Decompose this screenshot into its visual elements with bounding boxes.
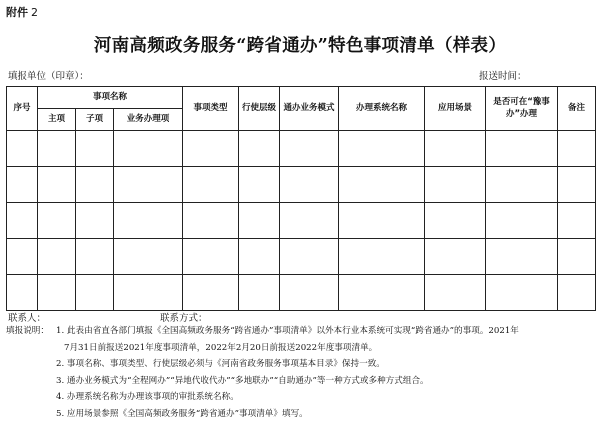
table-cell bbox=[425, 203, 486, 239]
header-scenario: 应用场景 bbox=[425, 87, 486, 131]
header-exercise-level: 行使层级 bbox=[239, 87, 280, 131]
table-cell bbox=[239, 239, 280, 275]
table-cell bbox=[339, 239, 425, 275]
table-cell bbox=[183, 239, 239, 275]
table-cell bbox=[339, 275, 425, 311]
note-line-4 bbox=[6, 389, 596, 406]
table-cell bbox=[38, 131, 76, 167]
attachment-text: 附件 bbox=[6, 6, 28, 19]
table-cell bbox=[280, 203, 339, 239]
note-5-text: 5. 应用场景参照《全国高频政务服务“跨省通办”事项清单》填写。 bbox=[56, 408, 308, 419]
table-cell bbox=[486, 239, 558, 275]
note-4-text: 4. 办理系统名称为办理该事项的审批系统名称。 bbox=[56, 392, 239, 403]
table-cell bbox=[486, 275, 558, 311]
table-cell bbox=[486, 131, 558, 167]
table-row bbox=[7, 203, 596, 239]
table-cell bbox=[558, 131, 596, 167]
note-1-text: 1. 此表由省直各部门填报《全国高频政务服务“跨省通办”事项清单》以外本行业本系统可实现“跨省通办”的事项。2021年 bbox=[56, 326, 519, 336]
header-mode: 通办业务模式 bbox=[280, 87, 339, 131]
header-remark: 备注 bbox=[558, 87, 596, 131]
contact-person-label: 联系人： bbox=[8, 313, 47, 324]
table-cell bbox=[239, 203, 280, 239]
table-cell bbox=[114, 167, 183, 203]
table-cell bbox=[486, 203, 558, 239]
header-seq: 序号 bbox=[7, 87, 38, 131]
header-yushiban: 是否可在“豫事办”办理 bbox=[486, 87, 558, 131]
table-cell bbox=[280, 275, 339, 311]
table-cell bbox=[280, 131, 339, 167]
header-item-type: 事项类型 bbox=[183, 87, 239, 131]
header-system-name: 办理系统名称 bbox=[339, 87, 425, 131]
note-2-text: 2. 事项名称、事项类型、行使层级必须与《河南省政务服务事项基本目录》保持一致。 bbox=[56, 359, 385, 370]
submit-time-label: 报送时间： bbox=[479, 71, 527, 82]
table-cell bbox=[76, 131, 114, 167]
table-cell bbox=[38, 275, 76, 311]
table-cell bbox=[339, 203, 425, 239]
table-cell bbox=[7, 239, 38, 275]
note-line-1 bbox=[6, 323, 596, 340]
table-row bbox=[7, 239, 596, 275]
table-cell bbox=[76, 167, 114, 203]
fill-unit-label: 填报单位（印章）： bbox=[8, 71, 89, 82]
note-line-3 bbox=[6, 373, 596, 390]
table-cell bbox=[339, 167, 425, 203]
table-cell bbox=[183, 275, 239, 311]
header-item-name: 事项名称 bbox=[38, 87, 183, 109]
table-row bbox=[7, 167, 596, 203]
table-cell bbox=[239, 131, 280, 167]
table-row bbox=[7, 131, 596, 167]
table-cell bbox=[114, 275, 183, 311]
note-3-text: 3. 通办业务模式为“全程网办”“异地代收代办”“多地联办”“自助通办”等一种方式或多种方式组合。 bbox=[56, 375, 429, 386]
table-cell bbox=[486, 167, 558, 203]
table-row bbox=[7, 275, 596, 311]
table-cell bbox=[7, 167, 38, 203]
table-cell bbox=[558, 167, 596, 203]
contact-method-label: 联系方式： bbox=[160, 313, 208, 324]
page-title: 河南高频政务服务“跨省通办”特色事项清单（样表） bbox=[93, 36, 507, 56]
table-cell bbox=[339, 131, 425, 167]
table-cell bbox=[183, 131, 239, 167]
table-body bbox=[7, 131, 596, 311]
fill-instructions bbox=[6, 323, 596, 423]
note-line-5 bbox=[6, 406, 596, 423]
table-cell bbox=[425, 275, 486, 311]
table-cell bbox=[7, 203, 38, 239]
table-cell bbox=[7, 275, 38, 311]
table-cell bbox=[114, 203, 183, 239]
notes-prefix: 填报说明： bbox=[6, 326, 49, 336]
header-sub-item: 子项 bbox=[76, 109, 114, 131]
header-business-item: 业务办理项 bbox=[114, 109, 183, 131]
note-line-2 bbox=[6, 356, 596, 373]
table-cell bbox=[425, 131, 486, 167]
table-cell bbox=[183, 203, 239, 239]
table-cell bbox=[38, 203, 76, 239]
table-cell bbox=[558, 239, 596, 275]
table-cell bbox=[76, 239, 114, 275]
table-cell bbox=[425, 239, 486, 275]
table-cell bbox=[114, 131, 183, 167]
table-cell bbox=[558, 203, 596, 239]
table-cell bbox=[183, 167, 239, 203]
table-cell bbox=[38, 167, 76, 203]
attachment-label bbox=[6, 4, 38, 20]
table-cell bbox=[280, 239, 339, 275]
table-cell bbox=[114, 239, 183, 275]
table-cell bbox=[76, 275, 114, 311]
table-cell bbox=[239, 275, 280, 311]
table-cell bbox=[558, 275, 596, 311]
note-1-cont-text: 7月31日前报送2021年度事项清单，2022年2月20日前报送2022年度事项清单。 bbox=[64, 342, 378, 353]
table-cell bbox=[239, 167, 280, 203]
attachment-number: 2 bbox=[31, 6, 38, 19]
item-list-table bbox=[6, 86, 596, 311]
header-main-item: 主项 bbox=[38, 109, 76, 131]
note-line-1-cont bbox=[6, 340, 596, 357]
table-cell bbox=[425, 167, 486, 203]
table-cell bbox=[76, 203, 114, 239]
table-cell bbox=[280, 167, 339, 203]
table-cell bbox=[7, 131, 38, 167]
table-cell bbox=[38, 239, 76, 275]
